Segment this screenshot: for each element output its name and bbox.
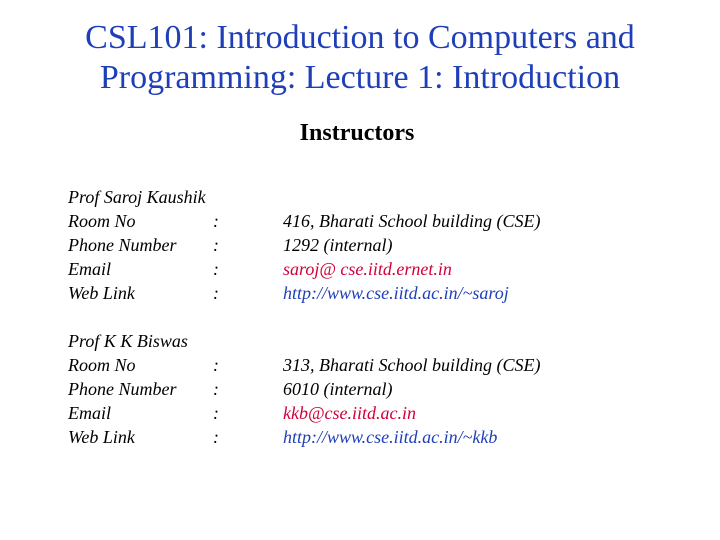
email-label: Email xyxy=(68,403,111,423)
phone-row xyxy=(68,233,688,257)
room-value: 313, Bharati School building (CSE) xyxy=(283,355,541,375)
phone-label: Phone Number xyxy=(68,235,177,255)
web-link-row xyxy=(68,425,688,449)
slide-title-line-1: CSL101: Introduction to Computers and xyxy=(85,19,635,56)
room-label: Room No xyxy=(68,355,136,375)
email-row xyxy=(68,257,688,281)
room-value: 416, Bharati School building (CSE) xyxy=(283,211,541,231)
room-row xyxy=(68,209,688,233)
instructor-name: Prof Saroj Kaushik xyxy=(68,187,206,207)
phone-separator: : xyxy=(213,235,219,255)
instructors-heading: Instructors xyxy=(299,120,415,146)
web-link-separator: : xyxy=(213,283,219,303)
room-label: Room No xyxy=(68,211,136,231)
web-link-row xyxy=(68,281,688,305)
web-link[interactable]: http://www.cse.iitd.ac.in/~saroj xyxy=(283,283,509,303)
email-label: Email xyxy=(68,259,111,279)
instructor-name: Prof K K Biswas xyxy=(68,331,188,351)
phone-row xyxy=(68,377,688,401)
slide-title xyxy=(0,18,720,98)
instructor-block-1 xyxy=(68,186,688,305)
room-separator: : xyxy=(213,355,219,375)
web-link-label: Web Link xyxy=(68,427,135,447)
slide-title-line-2: Programming: Lecture 1: Introduction xyxy=(99,59,621,96)
phone-value: 6010 (internal) xyxy=(283,379,393,399)
room-separator: : xyxy=(213,211,219,231)
web-link-separator: : xyxy=(213,427,219,447)
web-link[interactable]: http://www.cse.iitd.ac.in/~kkb xyxy=(283,427,498,447)
email-link[interactable]: saroj@ cse.iitd.ernet.in xyxy=(283,259,452,279)
email-link[interactable]: kkb@cse.iitd.ac.in xyxy=(283,403,417,423)
phone-separator: : xyxy=(213,379,219,399)
email-row xyxy=(68,401,688,425)
web-link-label: Web Link xyxy=(68,283,135,303)
email-separator: : xyxy=(213,403,219,423)
email-separator: : xyxy=(213,259,219,279)
phone-value: 1292 (internal) xyxy=(283,235,393,255)
room-row xyxy=(68,353,688,377)
phone-label: Phone Number xyxy=(68,379,177,399)
instructor-block-2 xyxy=(68,330,688,449)
